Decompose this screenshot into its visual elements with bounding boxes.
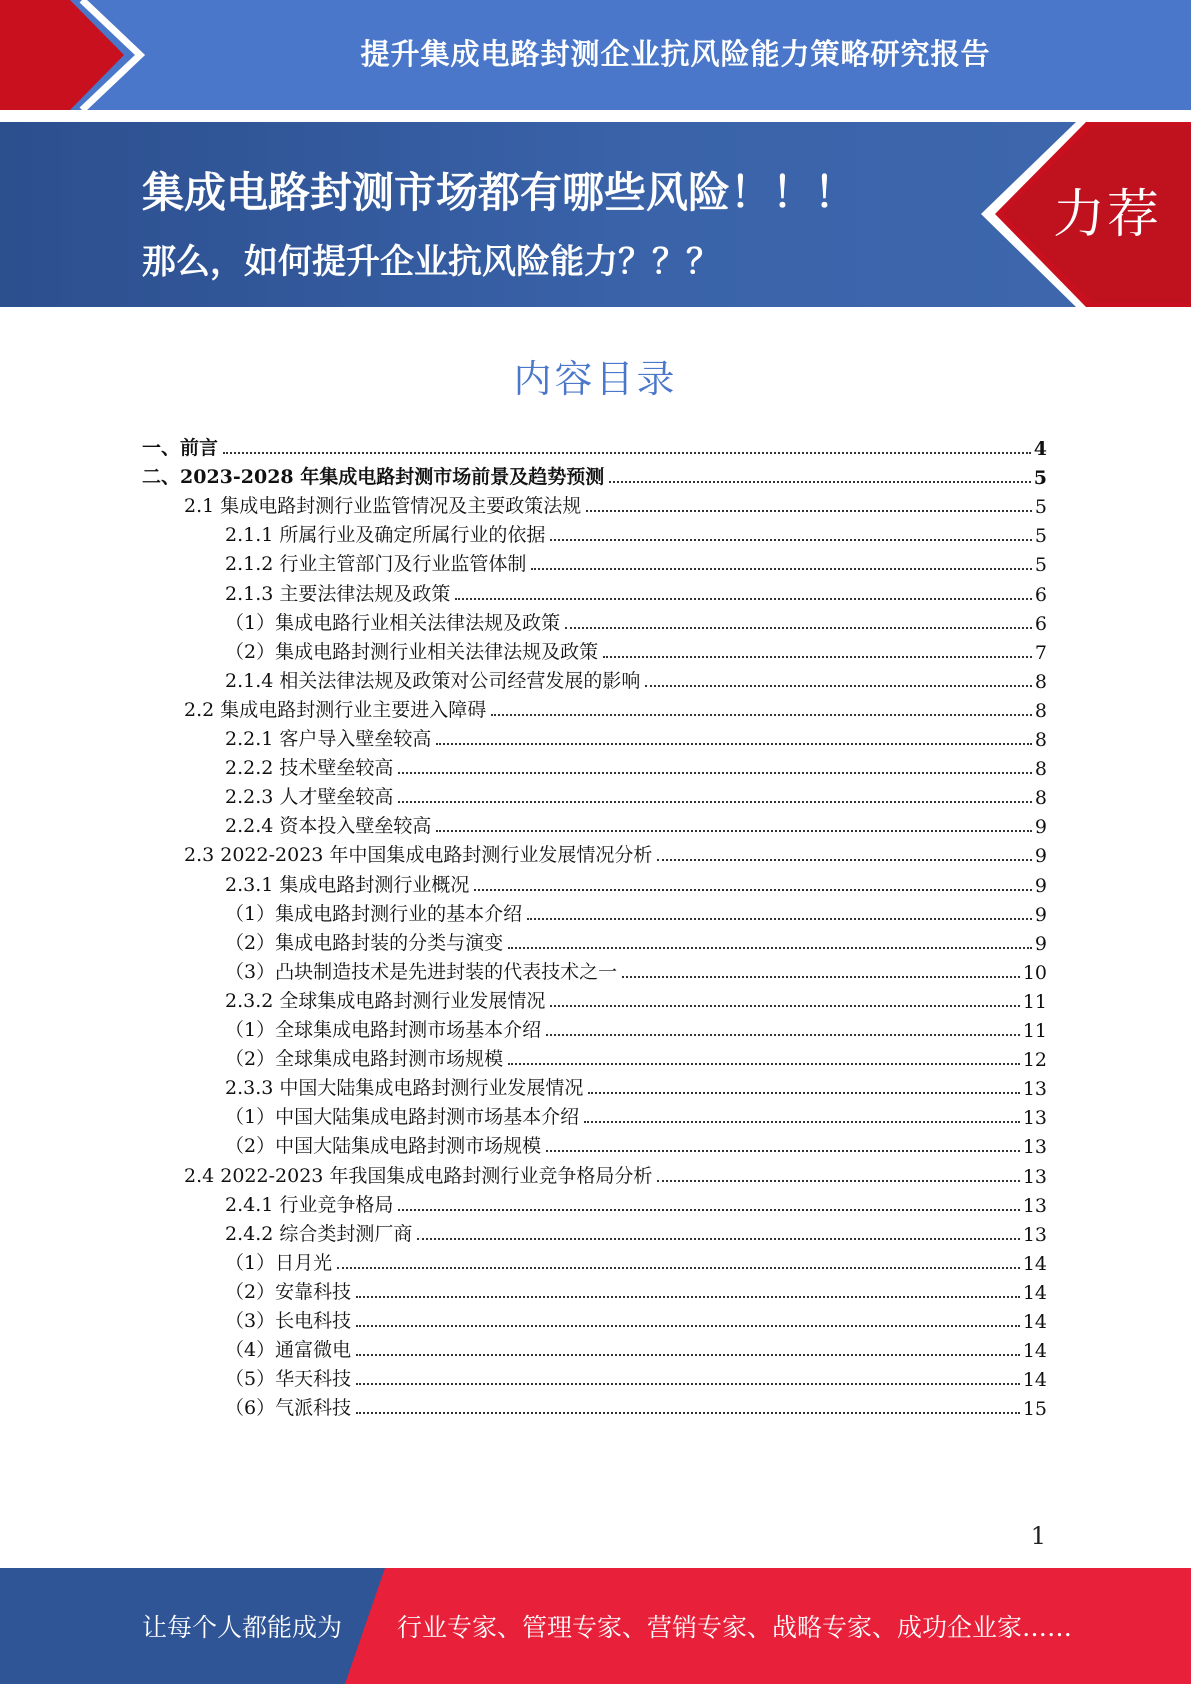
toc-entry[interactable] [184, 1162, 1047, 1188]
toc-entry-label: 2.1.4 相关法律法规及政策对公司经营发展的影响 [225, 669, 641, 692]
toc-entry[interactable] [225, 725, 1047, 751]
toc-entry-page: 5 [1034, 496, 1047, 519]
toc-entry-page: 8 [1034, 670, 1047, 693]
toc-entry-label: （4）通富微电 [225, 1339, 352, 1362]
toc-entry-page: 9 [1034, 845, 1047, 868]
toc-entry[interactable] [225, 1016, 1047, 1042]
toc-entry[interactable] [225, 783, 1047, 809]
toc-entry-page: 13 [1022, 1223, 1047, 1246]
toc-entry[interactable] [225, 1365, 1047, 1391]
toc-entry-page: 14 [1022, 1281, 1047, 1304]
toc-entry-label: （2）安靠科技 [225, 1280, 352, 1303]
toc-entry-page: 13 [1022, 1194, 1047, 1217]
toc-entry[interactable] [225, 1103, 1047, 1129]
toc-entry-label: （2）全球集成电路封测市场规模 [225, 1048, 504, 1071]
top-banner [0, 0, 1191, 110]
toc-entry-page: 6 [1034, 583, 1047, 606]
toc-entry-label: 二、2023-2028 年集成电路封测市场前景及趋势预测 [142, 466, 605, 489]
hero-banner [0, 122, 1191, 307]
toc-dot-leader [565, 627, 1032, 629]
toc-entry-label: 2.1 集成电路封测行业监管情况及主要政策法规 [184, 495, 582, 518]
hero-headline: 集成电路封测市场都有哪些风险！！！ [142, 168, 857, 217]
page-number: 1 [1030, 1522, 1046, 1550]
toc-dot-leader [356, 1325, 1020, 1327]
toc-entry-page: 10 [1022, 961, 1047, 984]
toc-entry-label: 一、前言 [142, 437, 219, 459]
toc-dot-leader [417, 1238, 1019, 1240]
toc-entry-page: 14 [1022, 1369, 1047, 1392]
toc-entry[interactable] [225, 609, 1047, 635]
footer-banner [0, 1568, 1191, 1684]
toc-entry-page: 13 [1022, 1107, 1047, 1130]
toc-entry[interactable] [225, 958, 1047, 984]
toc-dot-leader [657, 859, 1031, 861]
toc-dot-leader [550, 539, 1032, 541]
toc-dot-leader [337, 1267, 1020, 1269]
toc-entry-label: 2.4 2022-2023 年我国集成电路封测行业竞争格局分析 [184, 1164, 653, 1187]
toc-entry[interactable] [142, 434, 1047, 460]
toc-entry[interactable] [225, 1278, 1047, 1304]
toc-entry-page: 8 [1034, 729, 1047, 751]
toc-dot-leader [436, 830, 1032, 832]
toc-entry-label: （5）华天科技 [225, 1368, 352, 1391]
toc-dot-leader [546, 1034, 1020, 1036]
toc-entry[interactable] [142, 463, 1047, 489]
toc-entry-page: 8 [1034, 787, 1047, 810]
toc-entry-label: （1）全球集成电路封测市场基本介绍 [225, 1019, 542, 1041]
toc-dot-leader [398, 772, 1032, 774]
toc-entry-label: 2.2 集成电路封测行业主要进入障碍 [184, 698, 487, 721]
toc-title: 内容目录 [513, 357, 678, 401]
toc-entry-label: （3）凸块制造技术是先进封装的代表技术之一 [225, 960, 618, 983]
toc-entry-label: （1）中国大陆集成电路封测市场基本介绍 [225, 1106, 580, 1129]
toc-dot-leader [550, 1005, 1019, 1007]
toc-entry-page: 8 [1034, 758, 1047, 781]
toc-dot-leader [356, 1383, 1020, 1385]
toc-dot-leader [586, 510, 1032, 512]
toc-entry[interactable] [225, 667, 1047, 693]
toc-entry-page: 13 [1022, 1136, 1047, 1159]
toc-entry-label: （1）集成电路封测行业的基本介绍 [225, 902, 523, 925]
toc-entry[interactable] [225, 871, 1047, 897]
toc-dot-leader [603, 656, 1032, 658]
toc-dot-leader [584, 1121, 1020, 1123]
report-title: 提升集成电路封测企业抗风险能力策略研究报告 [360, 36, 991, 71]
toc-dot-leader [455, 598, 1032, 600]
toc-entry-page: 9 [1034, 932, 1047, 955]
toc-entry-page: 12 [1022, 1049, 1047, 1072]
toc-dot-leader [609, 481, 1031, 483]
toc-entry-page: 5 [1033, 467, 1047, 490]
toc-entry[interactable] [225, 521, 1047, 547]
footer-slogan-left: 让每个人都能成为 [142, 1613, 343, 1642]
toc-entry[interactable] [225, 1394, 1047, 1420]
toc-dot-leader [223, 452, 1031, 454]
toc-entry-label: 2.3 2022-2023 年中国集成电路封测行业发展情况分析 [184, 844, 653, 867]
toc-dot-leader [531, 568, 1032, 570]
toc-dot-leader [508, 947, 1032, 949]
toc-dot-leader [527, 918, 1032, 920]
toc-entry-page: 6 [1034, 612, 1047, 635]
recommend-badge: 力荐 [1052, 185, 1161, 245]
toc-entry-page: 5 [1034, 554, 1047, 577]
toc-entry-label: （2）中国大陆集成电路封测市场规模 [225, 1135, 542, 1158]
toc-entry-label: 2.1.1 所属行业及确定所属行业的依据 [225, 524, 546, 547]
toc-entry[interactable] [225, 1220, 1047, 1246]
toc-dot-leader [356, 1412, 1020, 1414]
toc-entry-label: 2.4.1 行业竞争格局 [225, 1193, 394, 1216]
toc-entry-page: 5 [1034, 525, 1047, 548]
toc-entry-page: 11 [1022, 990, 1047, 1013]
toc-dot-leader [546, 1150, 1020, 1152]
toc-entry[interactable] [225, 1074, 1047, 1100]
toc-dot-leader [436, 743, 1032, 745]
toc-entry-page: 9 [1034, 816, 1047, 839]
toc-dot-leader [508, 1063, 1020, 1065]
toc-entry-page: 9 [1034, 874, 1047, 897]
toc-entry-page: 11 [1022, 1020, 1047, 1042]
toc-entry[interactable] [225, 1191, 1047, 1217]
toc-dot-leader [356, 1296, 1020, 1298]
toc-entry-page: 8 [1034, 699, 1047, 722]
toc-entry[interactable] [225, 987, 1047, 1013]
toc-entry[interactable] [184, 492, 1047, 518]
toc-entry[interactable] [225, 580, 1047, 606]
toc-entry-label: 2.1.2 行业主管部门及行业监管体制 [225, 553, 527, 576]
toc-entry-label: （6）气派科技 [225, 1397, 352, 1420]
toc-entry-page: 14 [1022, 1340, 1047, 1363]
toc-entry-page: 9 [1034, 903, 1047, 926]
toc-entry[interactable] [184, 696, 1047, 722]
hero-subheadline: 那么，如何提升企业抗风险能力？？？ [142, 242, 720, 282]
toc-entry-page: 7 [1034, 641, 1047, 664]
footer-slogan-right: 行业专家、管理专家、营销专家、战略专家、成功企业家…… [397, 1613, 1073, 1642]
toc-dot-leader [645, 685, 1032, 687]
toc-entry[interactable] [225, 1336, 1047, 1362]
divider [0, 110, 1191, 122]
toc-entry-label: （3）长电科技 [225, 1310, 352, 1332]
toc-dot-leader [657, 1180, 1019, 1182]
toc-entry[interactable] [225, 638, 1047, 664]
toc-dot-leader [474, 889, 1032, 891]
toc-entry-label: （2）集成电路封测行业相关法律法规及政策 [225, 640, 599, 663]
toc-entry[interactable] [225, 900, 1047, 926]
toc-entry-label: 2.3.2 全球集成电路封测行业发展情况 [225, 989, 546, 1012]
toc-dot-leader [588, 1092, 1019, 1094]
toc-entry[interactable] [225, 1307, 1047, 1333]
toc-entry-label: 2.4.2 综合类封测厂商 [225, 1222, 413, 1245]
toc-dot-leader [398, 1209, 1019, 1211]
toc-entry[interactable] [225, 929, 1047, 955]
toc-entry[interactable] [225, 1249, 1047, 1275]
toc-entry-label: （2）集成电路封装的分类与演变 [225, 931, 504, 954]
toc-entry[interactable] [225, 1045, 1047, 1071]
toc-entry-page: 14 [1022, 1252, 1047, 1275]
red-arrow-decoration [0, 0, 160, 110]
toc-entry[interactable] [225, 812, 1047, 838]
toc-entry-label: 2.2.1 客户导入壁垒较高 [225, 728, 432, 750]
toc-entry[interactable] [225, 1132, 1047, 1158]
toc-dot-leader [356, 1354, 1020, 1356]
toc-entry-label: （1）集成电路行业相关法律法规及政策 [225, 611, 561, 634]
toc-entry-label: 2.2.3 人才壁垒较高 [225, 786, 394, 809]
toc-entry[interactable] [225, 550, 1047, 576]
toc-entry-label: 2.3.1 集成电路封测行业概况 [225, 873, 470, 896]
toc-entry-page: 4 [1033, 438, 1047, 460]
toc-entry-page: 13 [1022, 1078, 1047, 1101]
toc-entry-page: 14 [1022, 1311, 1047, 1333]
toc-dot-leader [622, 976, 1020, 978]
toc-entry-label: （1）日月光 [225, 1251, 333, 1274]
toc-entry-label: 2.2.2 技术壁垒较高 [225, 757, 394, 780]
toc-entry-page: 15 [1022, 1398, 1047, 1421]
toc-entry-label: 2.1.3 主要法律法规及政策 [225, 582, 451, 605]
toc-entry-label: 2.3.3 中国大陆集成电路封测行业发展情况 [225, 1077, 584, 1100]
toc-entry[interactable] [184, 841, 1047, 867]
toc-dot-leader [398, 801, 1032, 803]
toc-entry[interactable] [225, 754, 1047, 780]
toc-entry-page: 13 [1022, 1165, 1047, 1188]
toc-dot-leader [491, 714, 1032, 716]
toc-entry-label: 2.2.4 资本投入壁垒较高 [225, 815, 432, 838]
